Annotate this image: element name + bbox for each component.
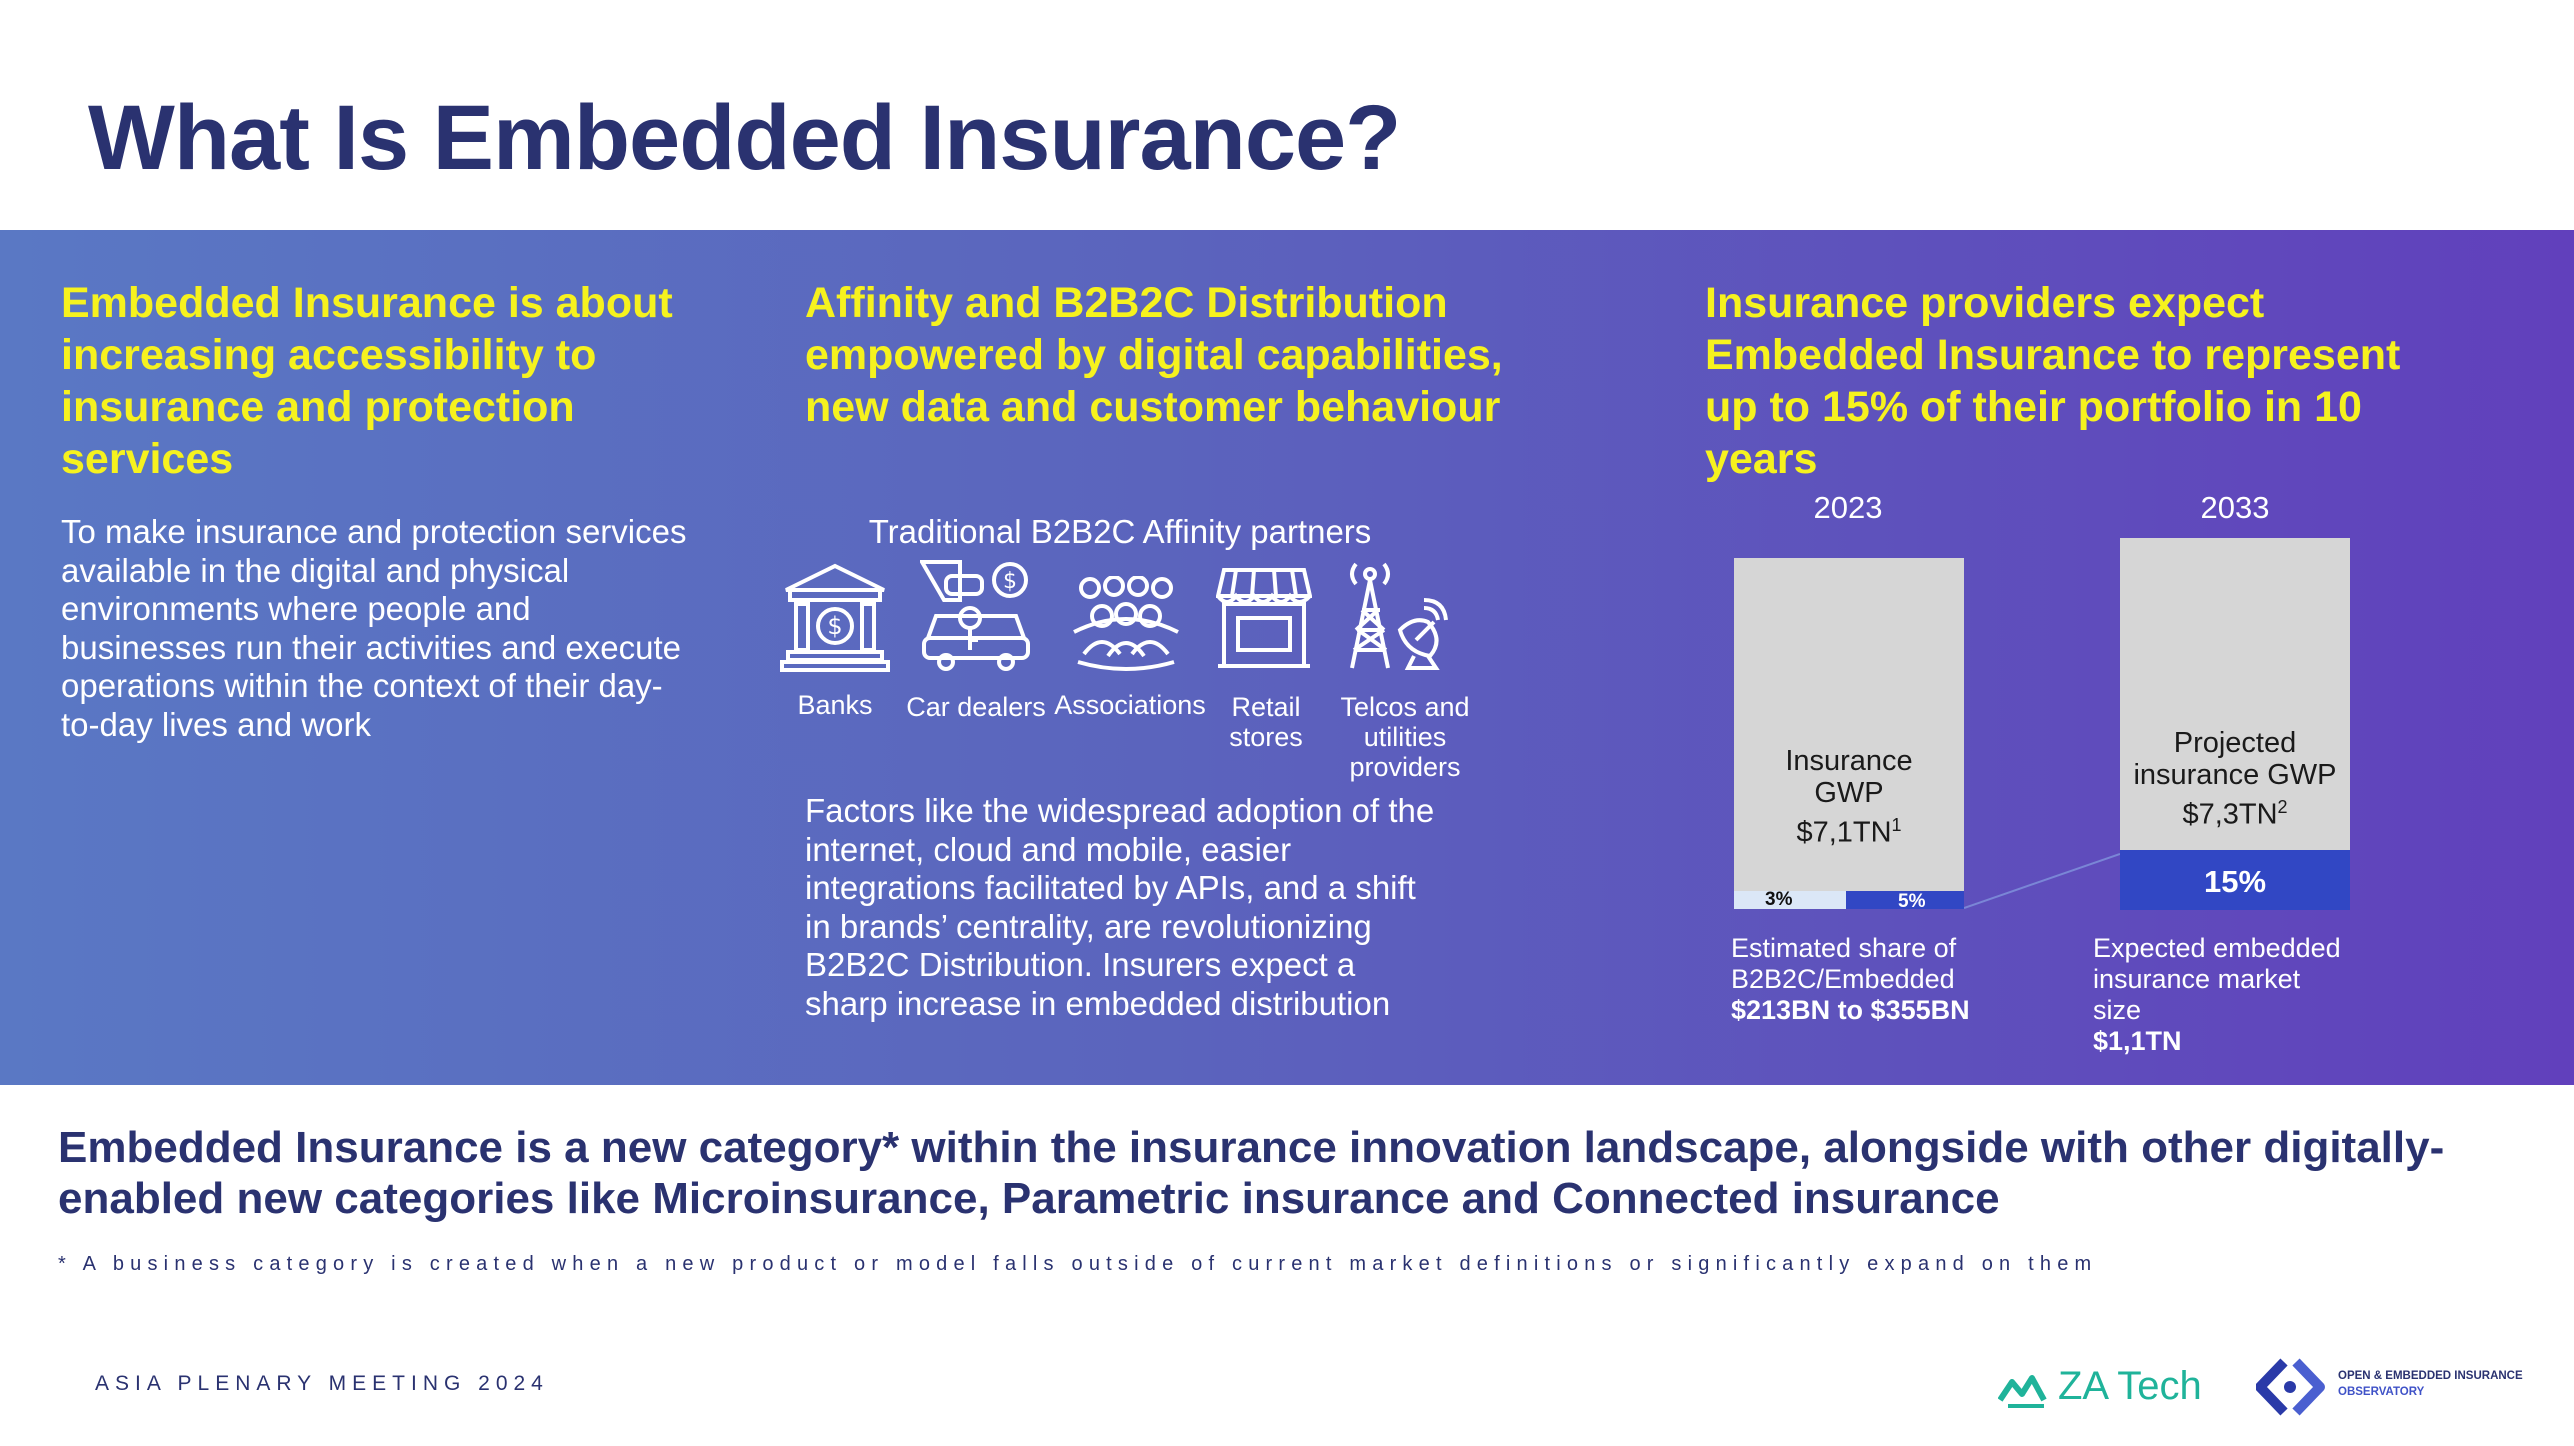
bar-2033-label-line-2: insurance GWP bbox=[2133, 759, 2337, 791]
bar-2033-share-label: 15% bbox=[2203, 864, 2267, 899]
bank-icon bbox=[780, 560, 890, 672]
caption-2033 bbox=[2093, 933, 2393, 1057]
bar-2023-label bbox=[1734, 745, 1964, 849]
chart-category-2033: 2033 bbox=[2200, 490, 2270, 525]
bar-2033-label-line-1: Projected bbox=[2173, 727, 2297, 759]
za-tech-logo-text: ZA Tech bbox=[2058, 1364, 2202, 1408]
car-dealer-icon bbox=[920, 560, 1032, 672]
bottom-headline: Embedded Insurance is a new category* within the insurance innovation landscape, alongside with other digitally-enabled new categories like Microinsurance, Parametric insurance and Connected insurance bbox=[58, 1123, 2445, 1223]
partners-title: Traditional B2B2C Affinity partners bbox=[868, 513, 1372, 550]
svg-text:$: $ bbox=[827, 612, 843, 640]
column-2-heading: Affinity and B2B2C Distribution empowered by digital capabilities, new data and customer behaviour bbox=[805, 279, 1503, 431]
caption-2033-line-3: size bbox=[2093, 995, 2142, 1025]
partner-label-telcos: Telcos and utilities providers bbox=[1340, 692, 1470, 782]
bar-2023-share-high-label: 5% bbox=[1898, 891, 1926, 912]
partner-label-retail-stores: Retail stores bbox=[1229, 692, 1303, 752]
partners-icon-row bbox=[770, 560, 1470, 790]
retail-store-icon bbox=[1216, 566, 1312, 670]
caption-2033-line-1: Expected embedded bbox=[2093, 933, 2341, 963]
observatory-logo-line-2: OBSERVATORY bbox=[2338, 1386, 2425, 1398]
category-footnote: * A business category is created when a new product or model falls outside of current market definitions or significantly expand on them bbox=[58, 1253, 2098, 1275]
meeting-label: ASIA PLENARY MEETING 2024 bbox=[95, 1372, 549, 1395]
caption-2023-value: $213BN to $355BN bbox=[1731, 995, 1970, 1025]
caption-2033-value: $1,1TN bbox=[2093, 1026, 2182, 1056]
bar-connector-line bbox=[1964, 850, 2120, 910]
bar-2023-share-low-label: 3% bbox=[1765, 889, 1793, 910]
partner-label-associations: Associations bbox=[1054, 690, 1206, 720]
page-title: What Is Embedded Insurance? bbox=[88, 87, 1401, 189]
bar-2023-label-line-1: Insurance bbox=[1785, 745, 1913, 777]
associations-icon bbox=[1070, 576, 1182, 672]
za-tech-logo bbox=[1998, 1362, 2228, 1412]
chart-category-2023: 2023 bbox=[1813, 490, 1883, 525]
caption-2033-line-2: insurance market bbox=[2093, 964, 2301, 994]
bar-2023-label-value: $\$7,1TN^1$ bbox=[1796, 815, 1902, 849]
partner-label-banks: Banks bbox=[797, 690, 873, 720]
bar-2023-label-line-2: GWP bbox=[1814, 777, 1884, 809]
observatory-logo-line-1: OPEN & EMBEDDED INSURANCE bbox=[2338, 1370, 2523, 1382]
telco-tower-icon bbox=[1344, 560, 1448, 672]
svg-text:$: $ bbox=[1003, 569, 1017, 594]
caption-2023-line-1: Estimated share of bbox=[1731, 933, 1957, 963]
column-3-heading: Insurance providers expect Embedded Insurance to represent up to 15% of their portfolio in 10 years bbox=[1705, 279, 2401, 483]
column-1-body: To make insurance and protection services available in the digital and physical environments where people and businesses run their activities and execute operations within the context of their day-to-day lives and work bbox=[61, 513, 687, 743]
column-2-body: Factors like the widespread adoption of the internet, cloud and mobile, easier integrations facilitated by APIs, and a shift in brands’ centrality, are revolutionizing B2B2C Distribution. Insurers expect a sharp increase in embedded distribution bbox=[805, 792, 1435, 1022]
bar-2033-label bbox=[2120, 727, 2350, 831]
caption-2023 bbox=[1731, 933, 2011, 1026]
column-1-heading: Embedded Insurance is about increasing accessibility to insurance and protection services bbox=[61, 279, 673, 483]
caption-2023-line-2: B2B2C/Embedded bbox=[1731, 964, 1955, 994]
observatory-logo bbox=[2256, 1356, 2523, 1418]
partner-label-car-dealers: Car dealers bbox=[906, 692, 1046, 722]
bar-2033-label-value: $\$7,3TN^2$ bbox=[2182, 797, 2288, 831]
